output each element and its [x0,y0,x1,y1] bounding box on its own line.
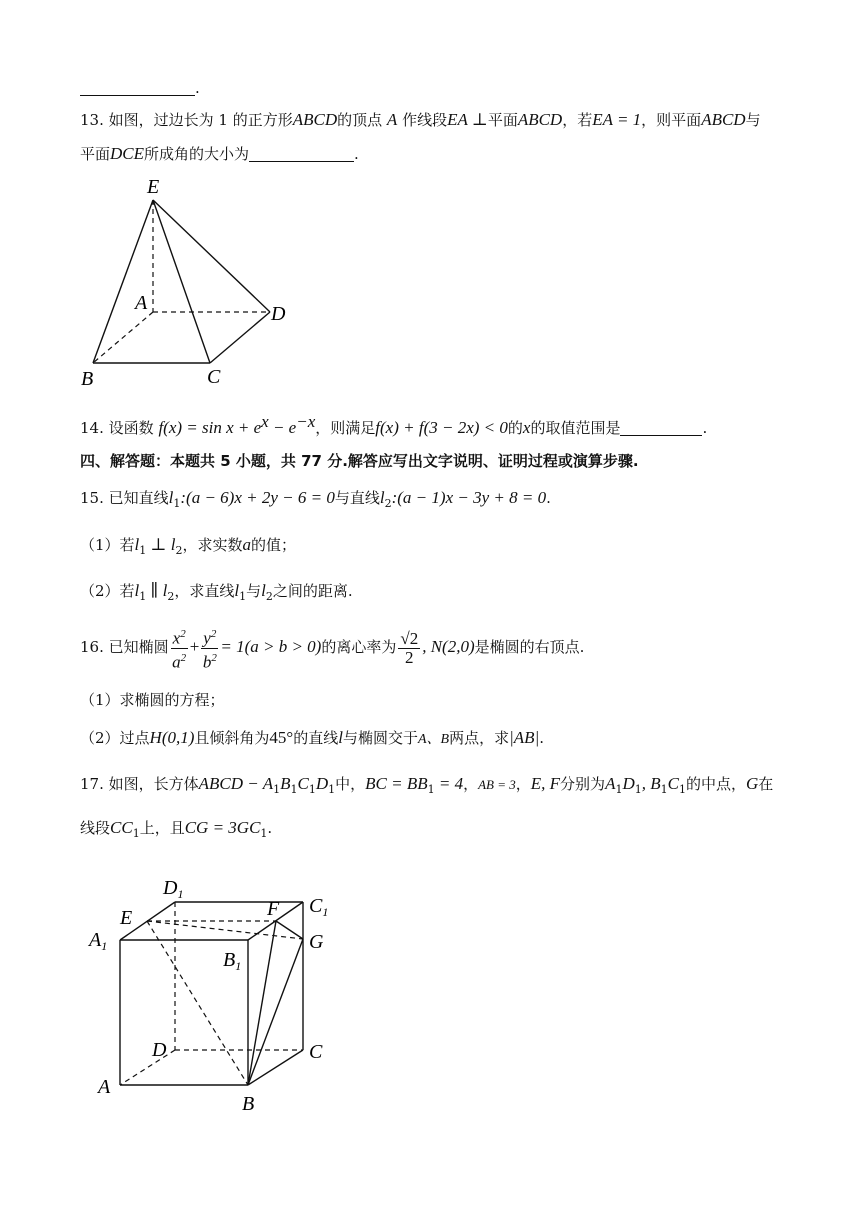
label-d1: $D_1$ [163,877,184,901]
q14-line: 14. 设函数 $f(x) = \sin x + e^x - e^{-x}$，则满足f(x) + f(3 − 2x) < 0的x的取值范围是 . [80,412,708,437]
label-c1: $C_1$ [309,895,329,919]
cuboid-figure [85,870,355,1120]
q17-line-2: 线段$CC_1$上，且CG = $3GC_1$. [80,818,273,840]
fraction-x2-a2: $\frac{x^2}{a^2}$ [171,625,188,671]
label-b1: $B_1$ [223,949,242,973]
label-a: A [98,1076,111,1098]
q17-line-1: 17. 如图，长方体ABCD − $A_1B_1C_1D_1$中，BC = $BB_1 = 4$，AB = 3，E, F分别为$A_1D_1$, $B_1C_1$的中点，G在 [80,774,774,796]
label-e: E [120,907,133,929]
label-f: F [267,898,280,920]
answer-blank [80,79,195,96]
label-b: B [242,1093,255,1115]
q16-part-2: （2）过点H(0,1)且倾斜角为45°的直线l与椭圆交于A、B两点，求|AB|. [80,728,545,747]
q13-line-2: 平面DCE所成角的大小为 . [80,144,359,163]
answer-blank [620,419,702,436]
q15-part-1: （1）若$l_1$ ⊥ $l_2$，求实数a的值； [80,535,297,557]
fraction-y2-b2: $\frac{y^2}{b^2}$ [201,625,218,671]
label-g: G [309,931,324,953]
q13-line-1: 13. 如图，过边长为 1 的正方形ABCD的顶点 A 作线段EA ⊥平面ABCD，若EA = 1，则平面ABCD与 [80,110,761,129]
label-c: C [207,366,221,388]
section-4-heading: 四、解答题：本题共 5 小题，共 77 分.解答应写出文字说明、证明过程或演算步骤. [80,452,639,470]
fraction-sqrt2-2: $\frac{√2}{2}$ [400,628,419,667]
label-e: E [147,176,160,198]
label-d: D [271,303,286,325]
label-a: A [135,292,148,314]
q12-answer-line: . [80,76,200,100]
answer-blank [249,145,354,162]
q16-stem: 16. 已知椭圆 $\frac{x^2}{a^2}$ + $\frac{y^2}{b^2}$ = 1(a > b > 0)的离心率为 $\frac{√2}{2}$ , N(2,0)是椭圆的右顶点. [80,624,584,671]
label-c: C [309,1041,323,1063]
label-d: D [152,1039,167,1061]
pyramid-figure [75,175,295,390]
q15-stem: 15. 已知直线$l_1:(a - 6)x + 2y - 6 = 0$与直线$l_2:(a - 1)x - 3y + 8 = 0$. [80,488,551,510]
label-a1: $A_1$ [89,929,108,953]
label-b: B [81,368,94,390]
q15-part-2: （2）若$l_1$ ∥ $l_2$，求直线$l_1$与$l_2$之间的距离. [80,581,353,603]
q16-part-1: （1）求椭圆的方程； [80,691,225,709]
